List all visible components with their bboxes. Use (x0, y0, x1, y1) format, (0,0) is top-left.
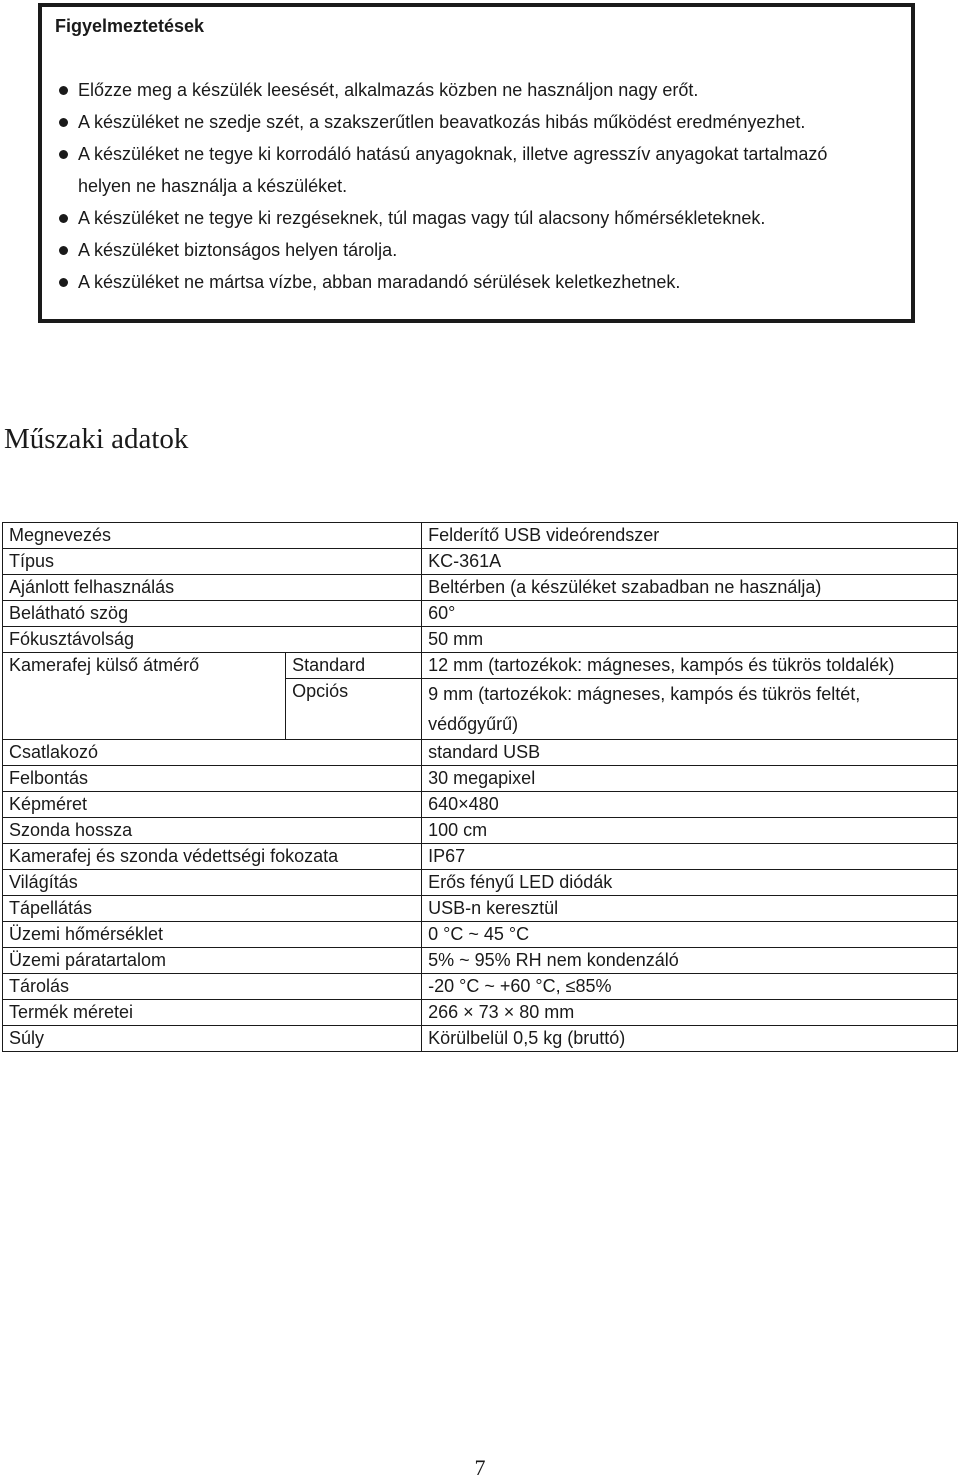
table-row (3, 896, 958, 922)
table-row (3, 844, 958, 870)
warning-item: A készüléket ne tegye ki rezgéseknek, túl magas vagy túl alacsony hőmérsékleteknek. (55, 202, 905, 234)
warnings-box (38, 3, 915, 323)
spec-label: Kamerafej és szonda védettségi fokozata (3, 844, 422, 870)
spec-value: 266 × 73 × 80 mm (422, 1000, 958, 1026)
warnings-list (55, 74, 905, 298)
spec-value: Körülbelül 0,5 kg (bruttó) (422, 1026, 958, 1052)
spec-label: Megnevezés (3, 523, 422, 549)
table-row (3, 1000, 958, 1026)
table-row (3, 792, 958, 818)
spec-value: 0 °C ~ 45 °C (422, 922, 958, 948)
table-row (3, 766, 958, 792)
spec-label: Termék méretei (3, 1000, 422, 1026)
spec-sublabel: Standard (286, 653, 422, 679)
spec-table (2, 522, 958, 1052)
spec-value: 30 megapixel (422, 766, 958, 792)
table-row (3, 601, 958, 627)
table-row (3, 549, 958, 575)
spec-label: Képméret (3, 792, 422, 818)
spec-value: 9 mm (tartozékok: mágneses, kampós és tükrös feltét, védőgyűrű) (422, 679, 958, 740)
spec-label: Üzemi páratartalom (3, 948, 422, 974)
spec-value: Erős fényű LED diódák (422, 870, 958, 896)
spec-value: 60° (422, 601, 958, 627)
table-row (3, 974, 958, 1000)
warning-item: A készüléket ne mártsa vízbe, abban maradandó sérülések keletkezhetnek. (55, 266, 905, 298)
spec-label: Fókusztávolság (3, 627, 422, 653)
warning-item: A készüléket ne szedje szét, a szakszerűtlen beavatkozás hibás működést eredményezhet. (55, 106, 905, 138)
table-row (3, 948, 958, 974)
bullet-icon (59, 118, 68, 127)
spec-value: 5% ~ 95% RH nem kondenzáló (422, 948, 958, 974)
spec-value: Felderítő USB videórendszer (422, 523, 958, 549)
spec-value: 50 mm (422, 627, 958, 653)
spec-label: Súly (3, 1026, 422, 1052)
spec-label: Kamerafej külső átmérő (3, 653, 286, 740)
spec-value: standard USB (422, 740, 958, 766)
spec-label: Csatlakozó (3, 740, 422, 766)
spec-label: Belátható szög (3, 601, 422, 627)
table-row (3, 870, 958, 896)
spec-value: KC-361A (422, 549, 958, 575)
spec-label: Tápellátás (3, 896, 422, 922)
table-row (3, 1026, 958, 1052)
bullet-icon (59, 246, 68, 255)
warning-item: A készüléket biztonságos helyen tárolja. (55, 234, 905, 266)
bullet-icon (59, 150, 68, 159)
table-row (3, 653, 958, 679)
table-row (3, 740, 958, 766)
spec-value: 12 mm (tartozékok: mágneses, kampós és tükrös toldalék) (422, 653, 958, 679)
table-row (3, 818, 958, 844)
table-row (3, 922, 958, 948)
table-row (3, 523, 958, 549)
page-number: 7 (474, 1455, 486, 1480)
spec-value: 100 cm (422, 818, 958, 844)
spec-label: Felbontás (3, 766, 422, 792)
spec-label: Világítás (3, 870, 422, 896)
warning-item: A készüléket ne tegye ki korrodáló hatású anyagoknak, illetve agresszív anyagokat tartalmazó helyen ne használja a készüléket. (55, 138, 905, 202)
spec-label: Tárolás (3, 974, 422, 1000)
spec-value: Beltérben (a készüléket szabadban ne használja) (422, 575, 958, 601)
table-row (3, 575, 958, 601)
warnings-title: Figyelmeztetések (55, 16, 205, 36)
section-title: Műszaki adatok (4, 423, 189, 455)
spec-value: -20 °C ~ +60 °C, ≤85% (422, 974, 958, 1000)
spec-sublabel: Opciós (286, 679, 422, 740)
spec-label: Üzemi hőmérséklet (3, 922, 422, 948)
spec-label: Típus (3, 549, 422, 575)
bullet-icon (59, 214, 68, 223)
spec-label: Ajánlott felhasználás (3, 575, 422, 601)
bullet-icon (59, 278, 68, 287)
bullet-icon (59, 86, 68, 95)
spec-value: USB-n keresztül (422, 896, 958, 922)
table-row (3, 627, 958, 653)
spec-label: Szonda hossza (3, 818, 422, 844)
spec-value: IP67 (422, 844, 958, 870)
spec-value: 640×480 (422, 792, 958, 818)
warning-item: Előzze meg a készülék leesését, alkalmazás közben ne használjon nagy erőt. (55, 74, 905, 106)
